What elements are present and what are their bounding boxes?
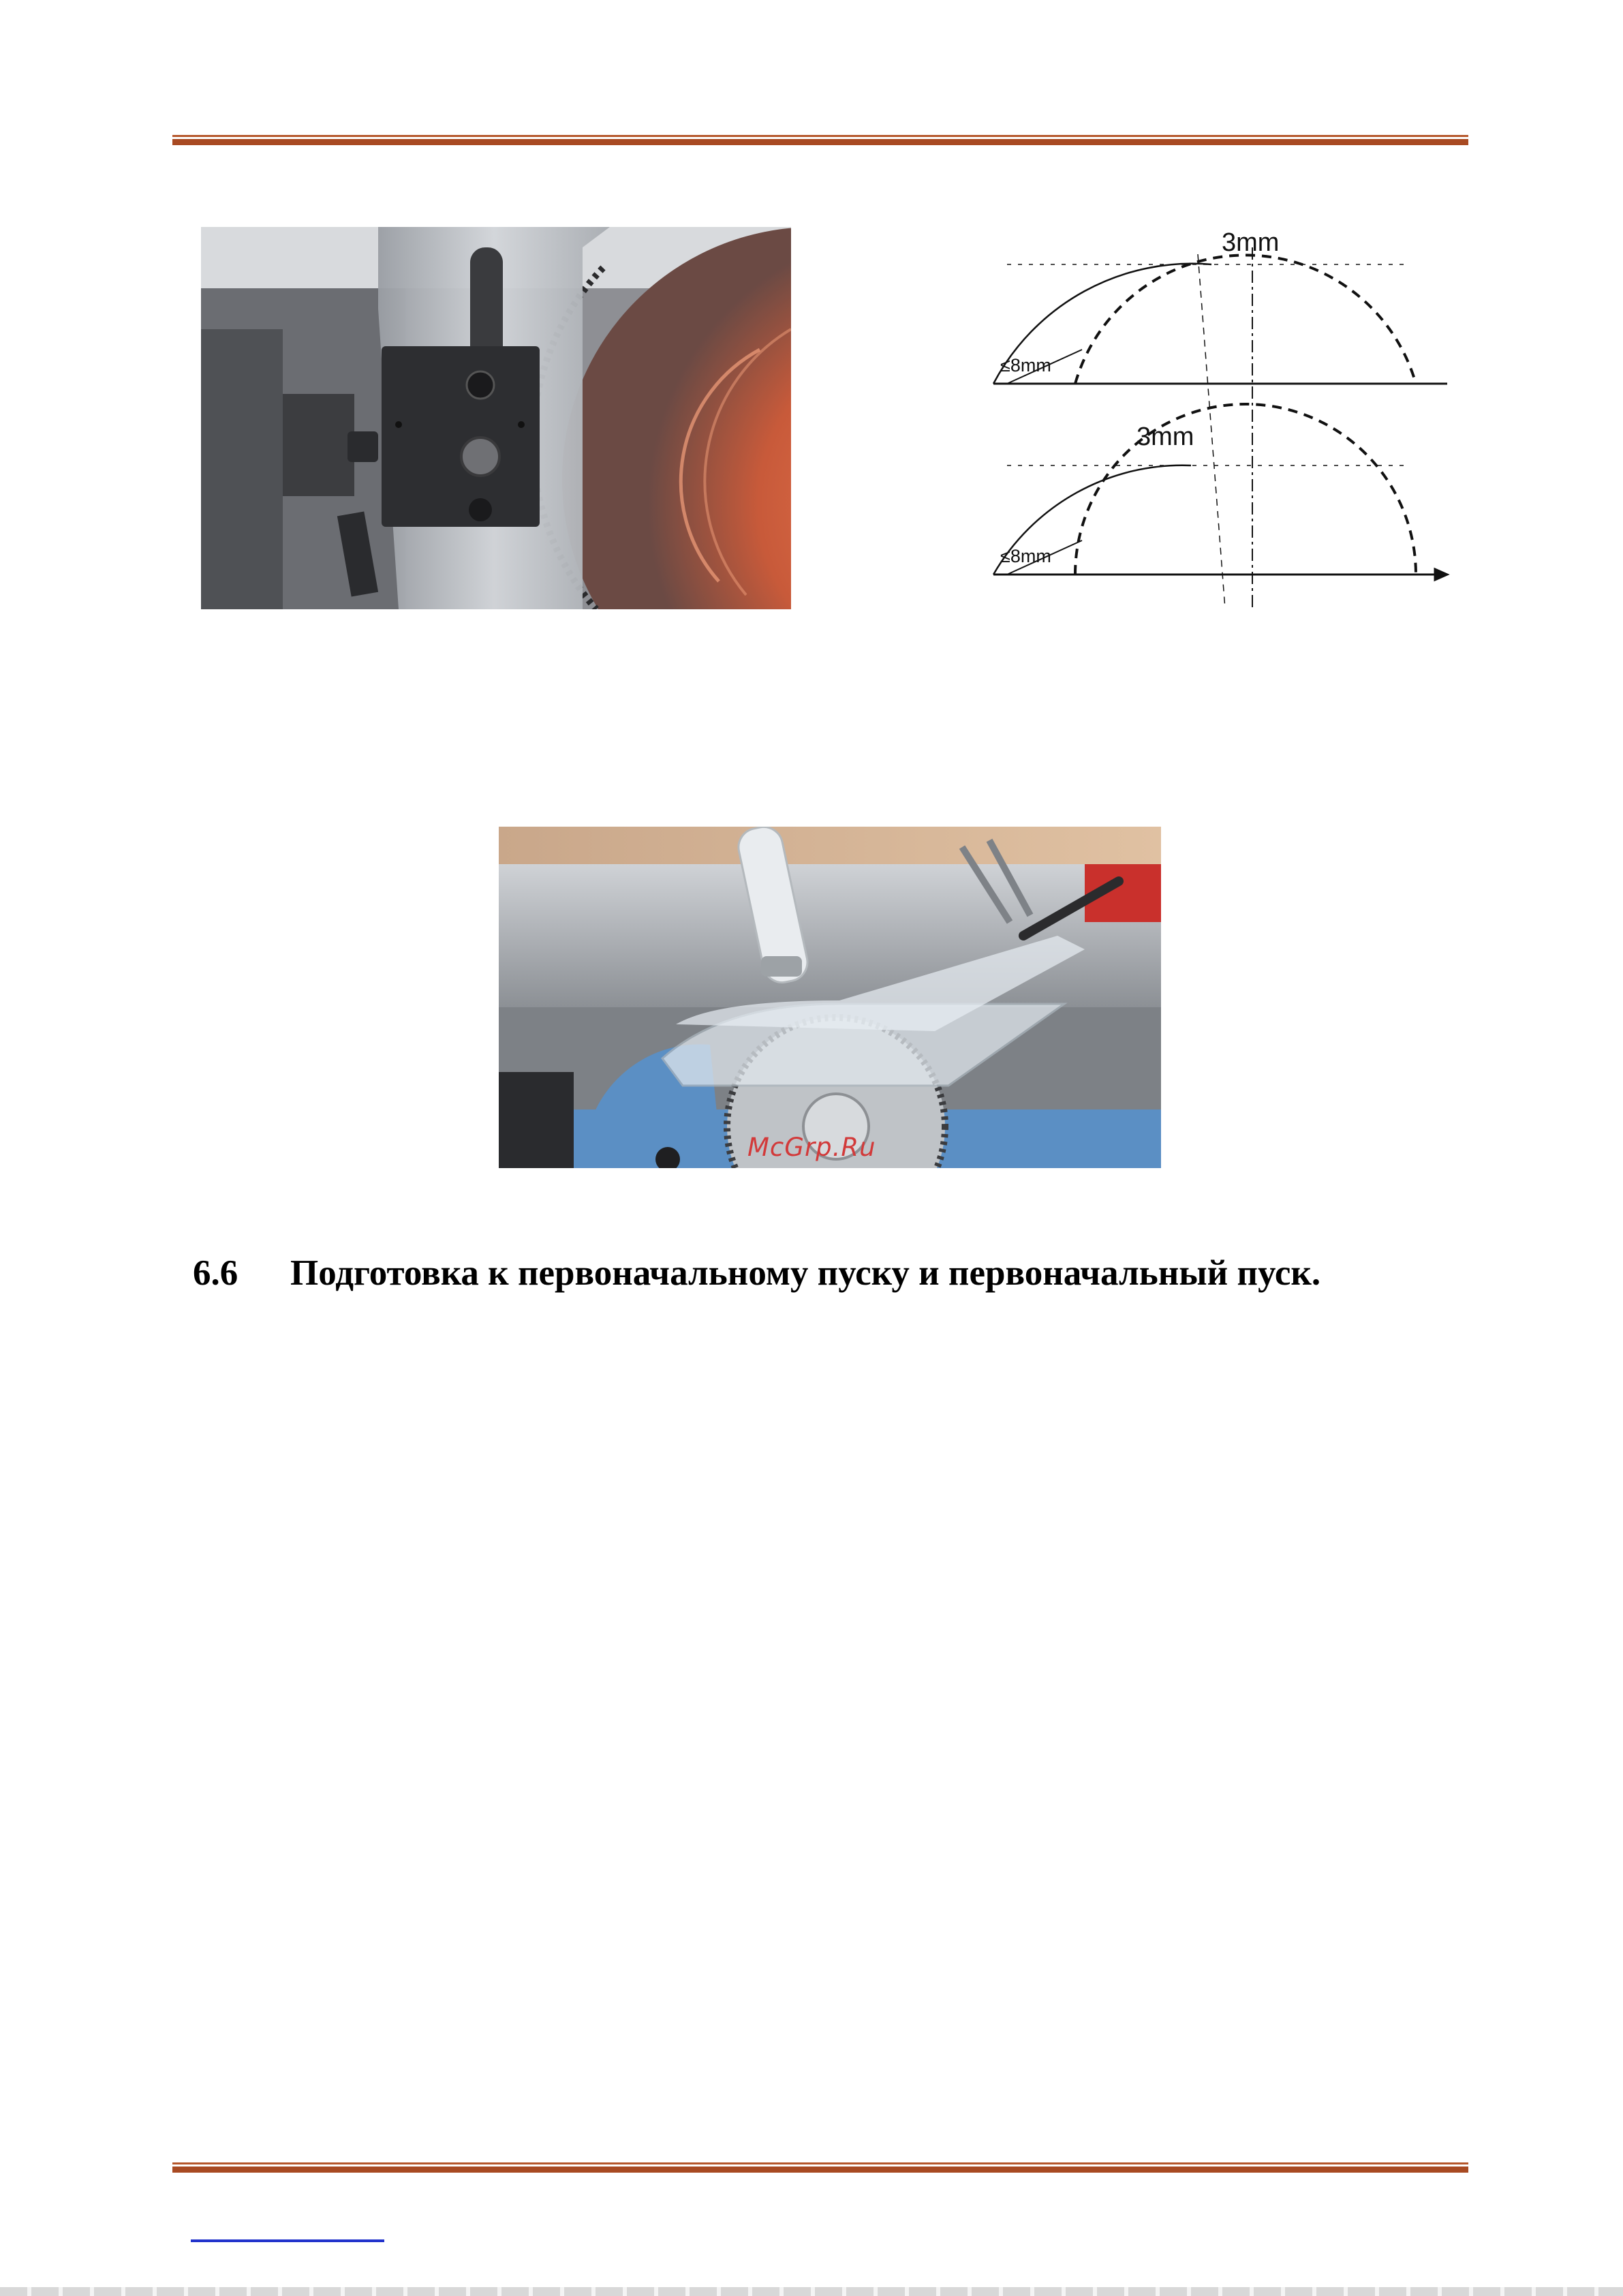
blade-clearance-diagram — [987, 227, 1451, 612]
riving-knife-mount-photo — [201, 227, 791, 609]
bottom-scan-strip — [0, 2287, 1623, 2296]
section-heading — [193, 1253, 1320, 1294]
clearance-label-bottom: 3mm — [1137, 423, 1194, 451]
watermark-text: McGrp.Ru — [747, 1133, 876, 1162]
section-number: 6.6 — [193, 1253, 238, 1293]
section-title: Подготовка к первоначальному пуску и первоначальный пуск. — [290, 1253, 1321, 1293]
angle-label-bottom: ≤8mm — [1000, 546, 1051, 566]
clearance-label-top: 3mm — [1222, 228, 1280, 257]
footer-rule — [172, 2162, 1468, 2173]
blade-guard-photo — [499, 827, 1161, 1168]
footer-link[interactable] — [191, 2239, 384, 2242]
angle-label-top: ≤8mm — [1000, 355, 1051, 376]
header-rule — [172, 135, 1468, 146]
clearance-svg — [987, 227, 1451, 612]
